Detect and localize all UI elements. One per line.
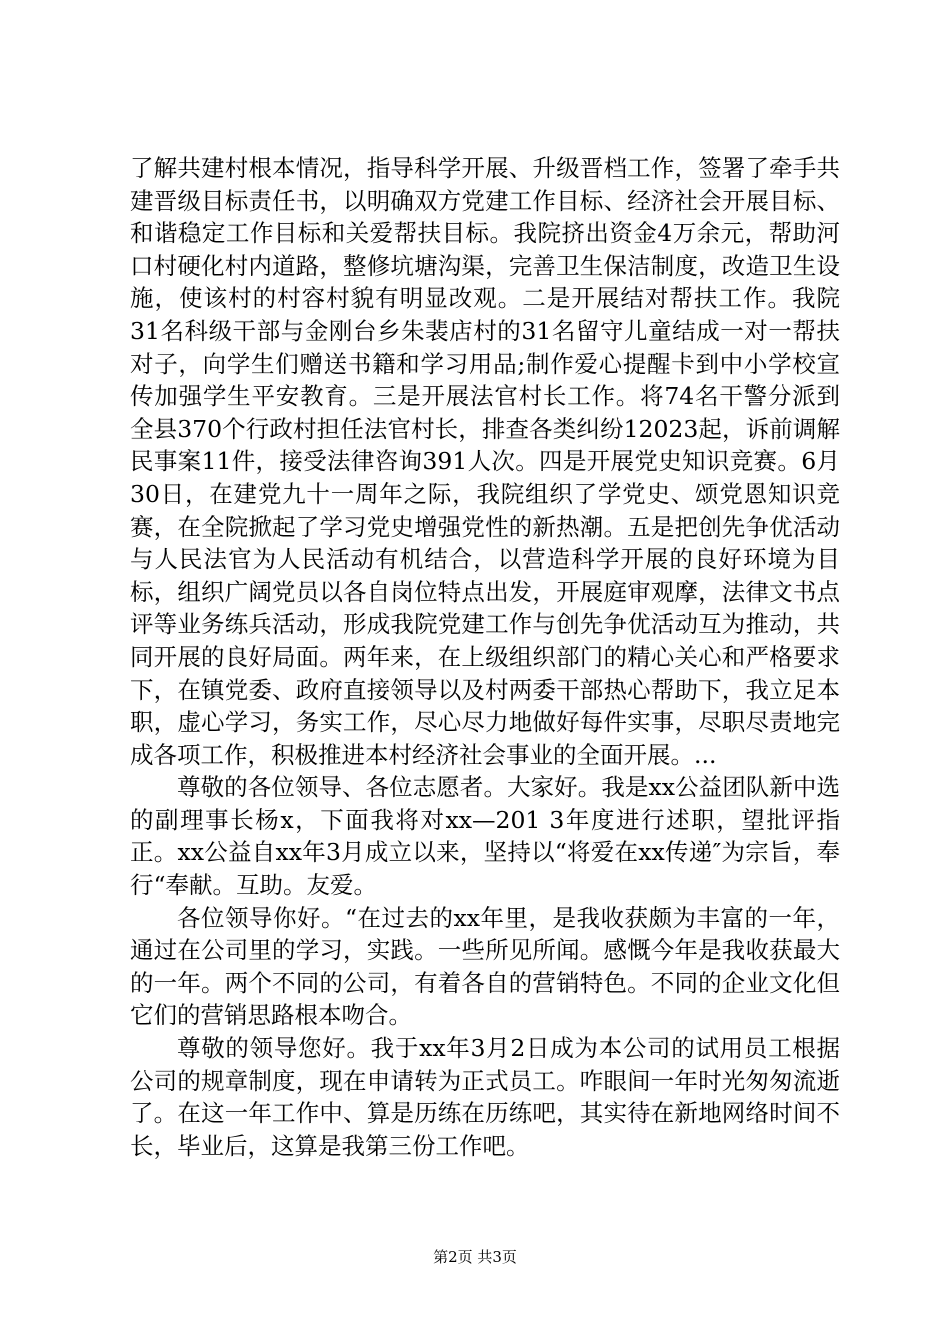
document-body (130, 152, 840, 1162)
paragraph-3: 各位领导你好。“在过去的xx年里，是我收获颇为丰富的一年，通过在公司里的学习，实践。一些所见所闻。感慨今年是我收获最大的一年。两个不同的公司，有着各自的营销特色。不同的企业文化但它们的营销思路根本吻合。 (130, 903, 840, 1030)
paragraph-1: 了解共建村根本情况，指导科学开展、升级晋档工作，签署了牵手共建晋级目标责任书，以明确双方党建工作目标、经济社会开展目标、和谐稳定工作目标和关爱帮扶目标。我院挤出资金4万余元，帮助河口村硬化村内道路，整修坑塘沟渠，完善卫生保洁制度，改造卫生设施，使该村的村容村貌有明显改观。二是开展结对帮扶工作。我院31名科级干部与金刚台乡朱裴店村的31名留守儿童结成一对一帮扶对子，向学生们赠送书籍和学习用品;制作爱心提醒卡到中小学校宣传加强学生平安教育。三是开展法官村长工作。将74名干警分派到全县370个行政村担任法官村长，排查各类纠纷12023起，诉前调解民事案11件，接受法律咨询391人次。四是开展党史知识竞赛。6月30日，在建党九十一周年之际，我院组织了学党史、颂党恩知识竞赛，在全院掀起了学习党史增强党性的新热潮。五是把创先争优活动与人民法官为人民活动有机结合，以营造科学开展的良好环境为目标，组织广阔党员以各自岗位特点出发，开展庭审观摩，法律文书点评等业务练兵活动，形成我院党建工作与创先争优活动互为推动，共同开展的良好局面。两年来，在上级组织部门的精心关心和严格要求下，在镇党委、政府直接领导以及村两委干部热心帮助下，我立足本职，虚心学习，务实工作，尽心尽力地做好每件实事，尽职尽责地完成各项工作，积极推进本村经济社会事业的全面开展。... (130, 154, 840, 769)
paragraph-4: 尊敬的领导您好。我于xx年3月2日成为本公司的试用员工根据公司的规章制度，现在申请转为正式员工。咋眼间一年时光匆匆流逝了。在这一年工作中、算是历练在历练吧，其实待在新地网络时间不长，毕业后，这算是我第三份工作吧。 (130, 1034, 840, 1160)
page-footer: 第2页 共3页 (433, 1248, 517, 1266)
paragraph-2: 尊敬的各位领导、各位志愿者。大家好。我是xx公益团队新中选的副理事长杨x，下面我将对xx—201 3年度进行述职，望批评指正。xx公益自xx年3月成立以来，坚持以“将爱在xx传递″为宗旨，奉行“奉献。互助。友爱。 (130, 773, 840, 900)
